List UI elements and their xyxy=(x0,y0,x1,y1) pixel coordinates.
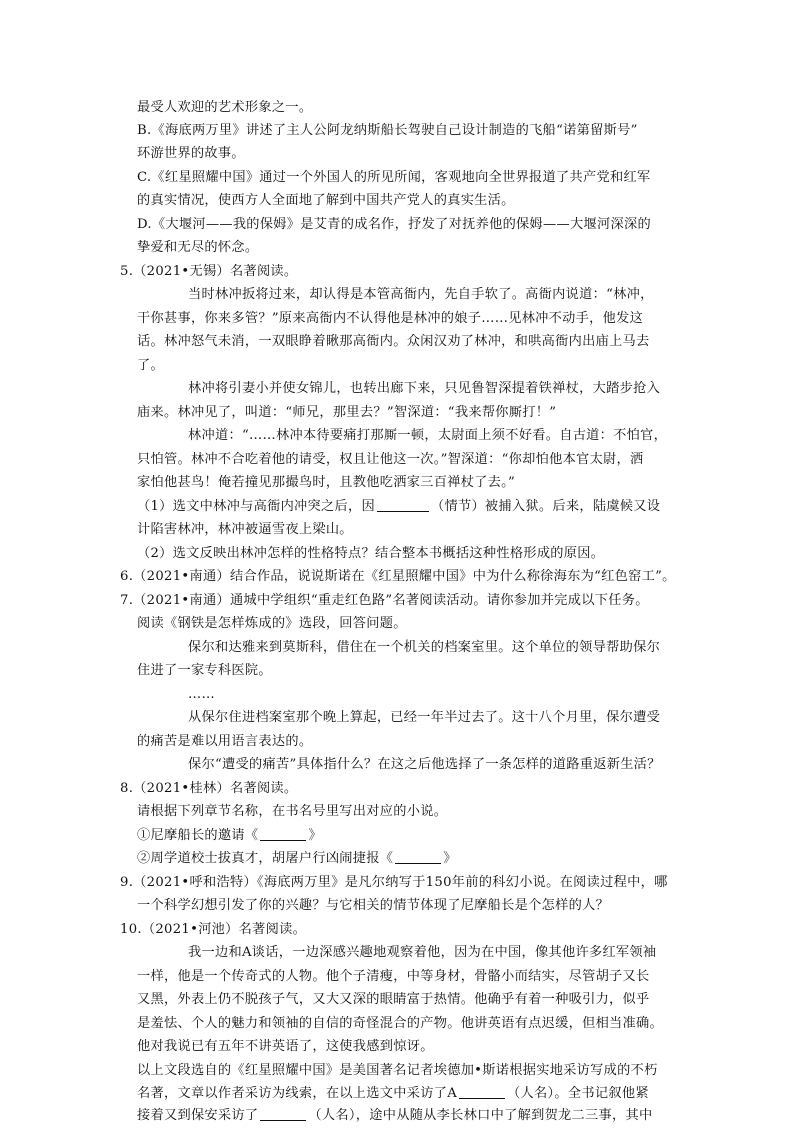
option-c-line-2: 的真实情况，使西方人全面地了解到中国共产党人的真实生活。 xyxy=(137,193,515,208)
question-9-line-1: 9.（2021•呼和浩特）《海底两万里》是凡尔纳写于150年前的科幻小说。在阅读过程中，哪 xyxy=(120,875,668,890)
q7-passage-line: 从保尔住进档案室那个晚上算起，已经一年半过去了。这十八个月里，保尔遭受 xyxy=(188,710,661,725)
q10-passage-line: 又黑，外表上仍不脱孩子气，又大又深的眼睛富于热情。他确乎有着一种吸引力，似乎 xyxy=(137,992,650,1007)
q10-text-line: 以上文段选自的《红星照耀中国》是美国著名记者埃德加•斯诺根据实地采访写成的不朽 xyxy=(137,1063,658,1078)
q5-passage-line: 当时林冲扳将过来，却认得是本管高衙内，先自手软了。高衙内说道：“林冲， xyxy=(188,287,654,302)
q5-subquestion-1-cont: 计陷害林冲，林冲被逼雪夜上梁山。 xyxy=(137,522,353,537)
q8-instruction: 请根据下列章节名称，在书名号里写出对应的小说。 xyxy=(137,804,448,819)
q10-passage-line: 是羞怯、个人的魅力和领袖的自信的奇怪混合的产物。他讲英语有点迟缓，但相当准确。 xyxy=(137,1016,664,1031)
answer-blank[interactable] xyxy=(459,1084,505,1099)
q7-question: 保尔“遭受的痛苦”具体指什么？在这之后他选择了一条怎样的道路重返新生活？ xyxy=(188,757,661,772)
option-d-line-1: D.《大堰河——我的保姆》是艾青的成名作，抒发了对抚养他的保姆——大堰河深深的 xyxy=(137,217,651,232)
option-d-line-2: 挚爱和无尽的怀念。 xyxy=(137,240,259,255)
answer-blank[interactable] xyxy=(260,826,306,841)
q5-subquestion-1: （1）选文中林冲与高衙内冲突之后，因 （情节）被捕入狱。后来，陆虞候又设 xyxy=(137,499,661,514)
question-8-heading: 8.（2021•桂林）名著阅读。 xyxy=(120,781,298,796)
answer-blank[interactable] xyxy=(260,1106,306,1121)
q7-passage-line: 的痛苦是难以用语言表达的。 xyxy=(137,734,313,749)
q10-passage-line: 我一边和A谈话，一边深感兴趣地观察着他，因为在中国，像其他许多红军领袖 xyxy=(188,945,657,960)
q10-text-line-blank: 接着又到保安采访了 （人名），途中从随从李长林口中了解到贺龙二三事，其中 xyxy=(137,1108,653,1123)
q5-passage-line: 话。林冲怒气未消，一双眼睁着瞅那高衙内。众闲汉劝了林冲，和哄高衙内出庙上马去 xyxy=(137,334,650,349)
q5-passage-line: 庙来。林冲见了，叫道：“师兄，那里去？”智深道：“我来帮你厮打！” xyxy=(137,405,557,420)
question-7-heading: 7.（2021•南通）通城中学组织“重走红色路”名著阅读活动。请你参加并完成以下任务。 xyxy=(120,593,649,608)
q5-passage-line: 林冲道：“……林冲本待要痛打那厮一顿，太尉面上须不好看。自古道：不怕官， xyxy=(188,428,668,443)
q7-passage-line: 住进了一家专科医院。 xyxy=(137,663,272,678)
q5-passage-line: 家怕他甚鸟！俺若撞见那撮鸟时，且教他吃洒家三百禅杖了去。” xyxy=(137,475,516,490)
question-10-heading: 10.（2021•河池）名著阅读。 xyxy=(120,922,307,937)
option-a-continuation: 最受人欢迎的艺术形象之一。 xyxy=(137,100,313,115)
option-b-line-2: 环游世界的故事。 xyxy=(137,146,245,161)
question-6: 6.（2021•南通）结合作品，说说斯诺在《红星照耀中国》中为什么称徐海东为“红色窑工”。 xyxy=(120,569,676,584)
q5-passage-line: 只怕管。林冲不合吃着他的请受，权且让他这一次。”智深道：“你却怕他本官太尉，洒 xyxy=(137,452,644,467)
q8-item-1: ①尼摩船长的邀请《 》 xyxy=(137,828,322,843)
option-b-line-1: B.《海底两万里》讲述了主人公阿龙纳斯船长驾驶自己设计制造的飞船“诺第留斯号” xyxy=(137,123,638,138)
q7-ellipsis: …… xyxy=(188,687,215,702)
q10-passage-line: 他对我说已有五年不讲英语了，这使我感到惊讶。 xyxy=(137,1039,434,1054)
q7-instruction: 阅读《钢铁是怎样炼成的》选段，回答问题。 xyxy=(137,616,407,631)
q5-passage-line: 了。 xyxy=(137,358,164,373)
question-9-line-2: 一个科学幻想引发了你的兴趣？与它相关的情节体现了尼摩船长是个怎样的人？ xyxy=(137,898,610,913)
q5-subquestion-2: （2）选文反映出林冲怎样的性格特点？结合整本书概括这种性格形成的原因。 xyxy=(137,546,605,561)
q5-passage-line: 林冲将引妻小并使女锦儿，也转出廊下来，只见鲁智深提着铁禅杖，大踏步抢入 xyxy=(188,381,661,396)
q10-passage-line: 一样，他是一个传奇式的人物。他个子清瘦，中等身材，骨骼小而结实，尽管胡子又长 xyxy=(137,969,650,984)
answer-blank[interactable] xyxy=(377,497,429,512)
q7-passage-line: 保尔和达雅来到莫斯科，借住在一个机关的档案室里。这个单位的领导帮助保尔 xyxy=(188,640,661,655)
q5-passage-line: 干你甚事，你来多管？”原来高衙内不认得他是林冲的娘子……见林冲不动手，他发这 xyxy=(137,311,644,326)
option-c-line-1: C.《红星照耀中国》通过一个外国人的所见所闻，客观地向全世界报道了共产党和红军 xyxy=(137,170,651,185)
answer-blank[interactable] xyxy=(395,849,441,864)
q8-item-2: ②周学道校士拔真才，胡屠户行凶闹捷报《 》 xyxy=(137,851,457,866)
question-5-heading: 5.（2021•无锡）名著阅读。 xyxy=(120,264,298,279)
q10-text-line-blank: 名著，文章以作者采访为线索，在以上选文中采访了A （人名）。全书记叙他紧 xyxy=(137,1086,649,1101)
